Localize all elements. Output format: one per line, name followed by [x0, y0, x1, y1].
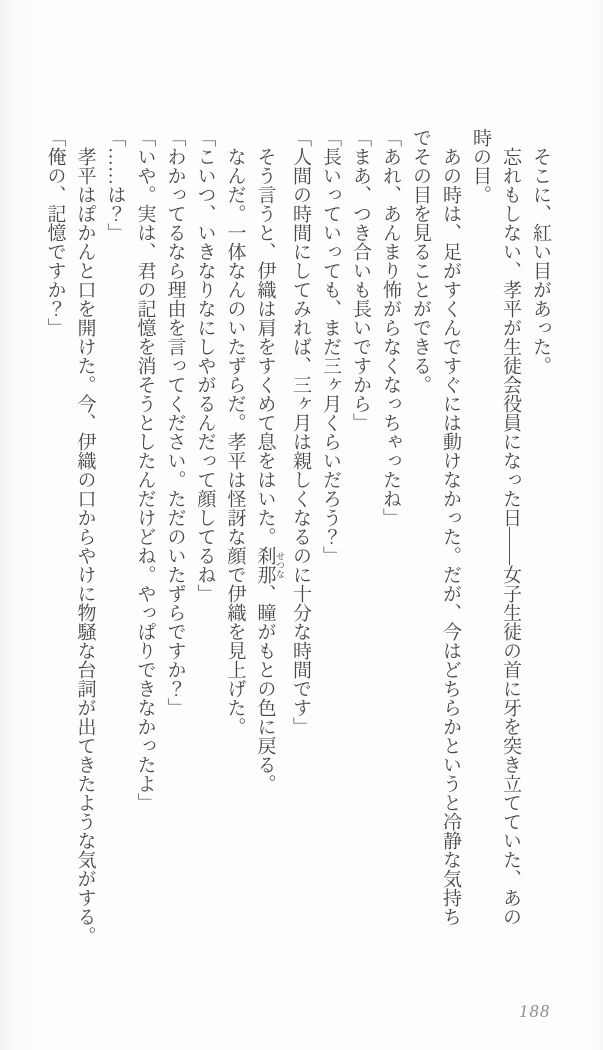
text-column: 時の目。 [470, 128, 491, 204]
text-column: 「わかってるなら理由を言ってください。ただのいたずらですか？」 [164, 128, 186, 717]
furigana: せつな [275, 546, 285, 584]
text-column: 「俺の、記憶ですか？」 [44, 128, 66, 337]
text-column: 「人間の時間にしてみれば、三ヶ月は親しくなるのに十分な時間です」 [290, 128, 311, 736]
page-number: 188 [519, 1001, 551, 1021]
text-column: そう言うと、伊織は肩をすくめて息をはいた。刹那 せつな、瞳がもとの色に戻る。 [254, 147, 285, 793]
text-column: 「……は？」 [104, 128, 126, 242]
ruby-annotated-word: 刹那 せつな [254, 546, 285, 584]
vertical-text-block [43, 128, 555, 970]
text-column: 孝平はぽかんと口を開けた。今、伊織の口からやけに物騒な台詞が出てきたような気がする。 [74, 147, 96, 945]
text-column: なんだ。一体なんのいたずらだ。孝平は怪訝な顔で伊織を見上げた。 [224, 147, 246, 736]
text-column: そこに、紅い目があった。 [530, 147, 551, 375]
text-column: あの時は、足がすくんですぐには動けなかった。だが、今はどちらかというと冷静な気持ち [440, 147, 461, 926]
text-column: 「まあ、つき合いも長いですから」 [350, 128, 371, 432]
text-column: 「いや。実は、君の記憶を消そうとしたんだけどね。やっぱりできなかったよ」 [134, 128, 156, 812]
text-column: でその目を見ることができる。 [410, 128, 431, 394]
text-column: 「こいつ、いきなりなにしやがるんだって顔してるね」 [194, 128, 216, 603]
text-column: 忘れもしない、孝平が生徒会役員になった日――女子生徒の首に牙を突き立てていた、あの [500, 147, 521, 926]
text-column: 「長いっていっても、まだ三ヶ月くらいだろう？」 [320, 128, 341, 565]
text-column: 「あれ、あんまり怖がらなくなっちゃったね」 [380, 128, 401, 527]
